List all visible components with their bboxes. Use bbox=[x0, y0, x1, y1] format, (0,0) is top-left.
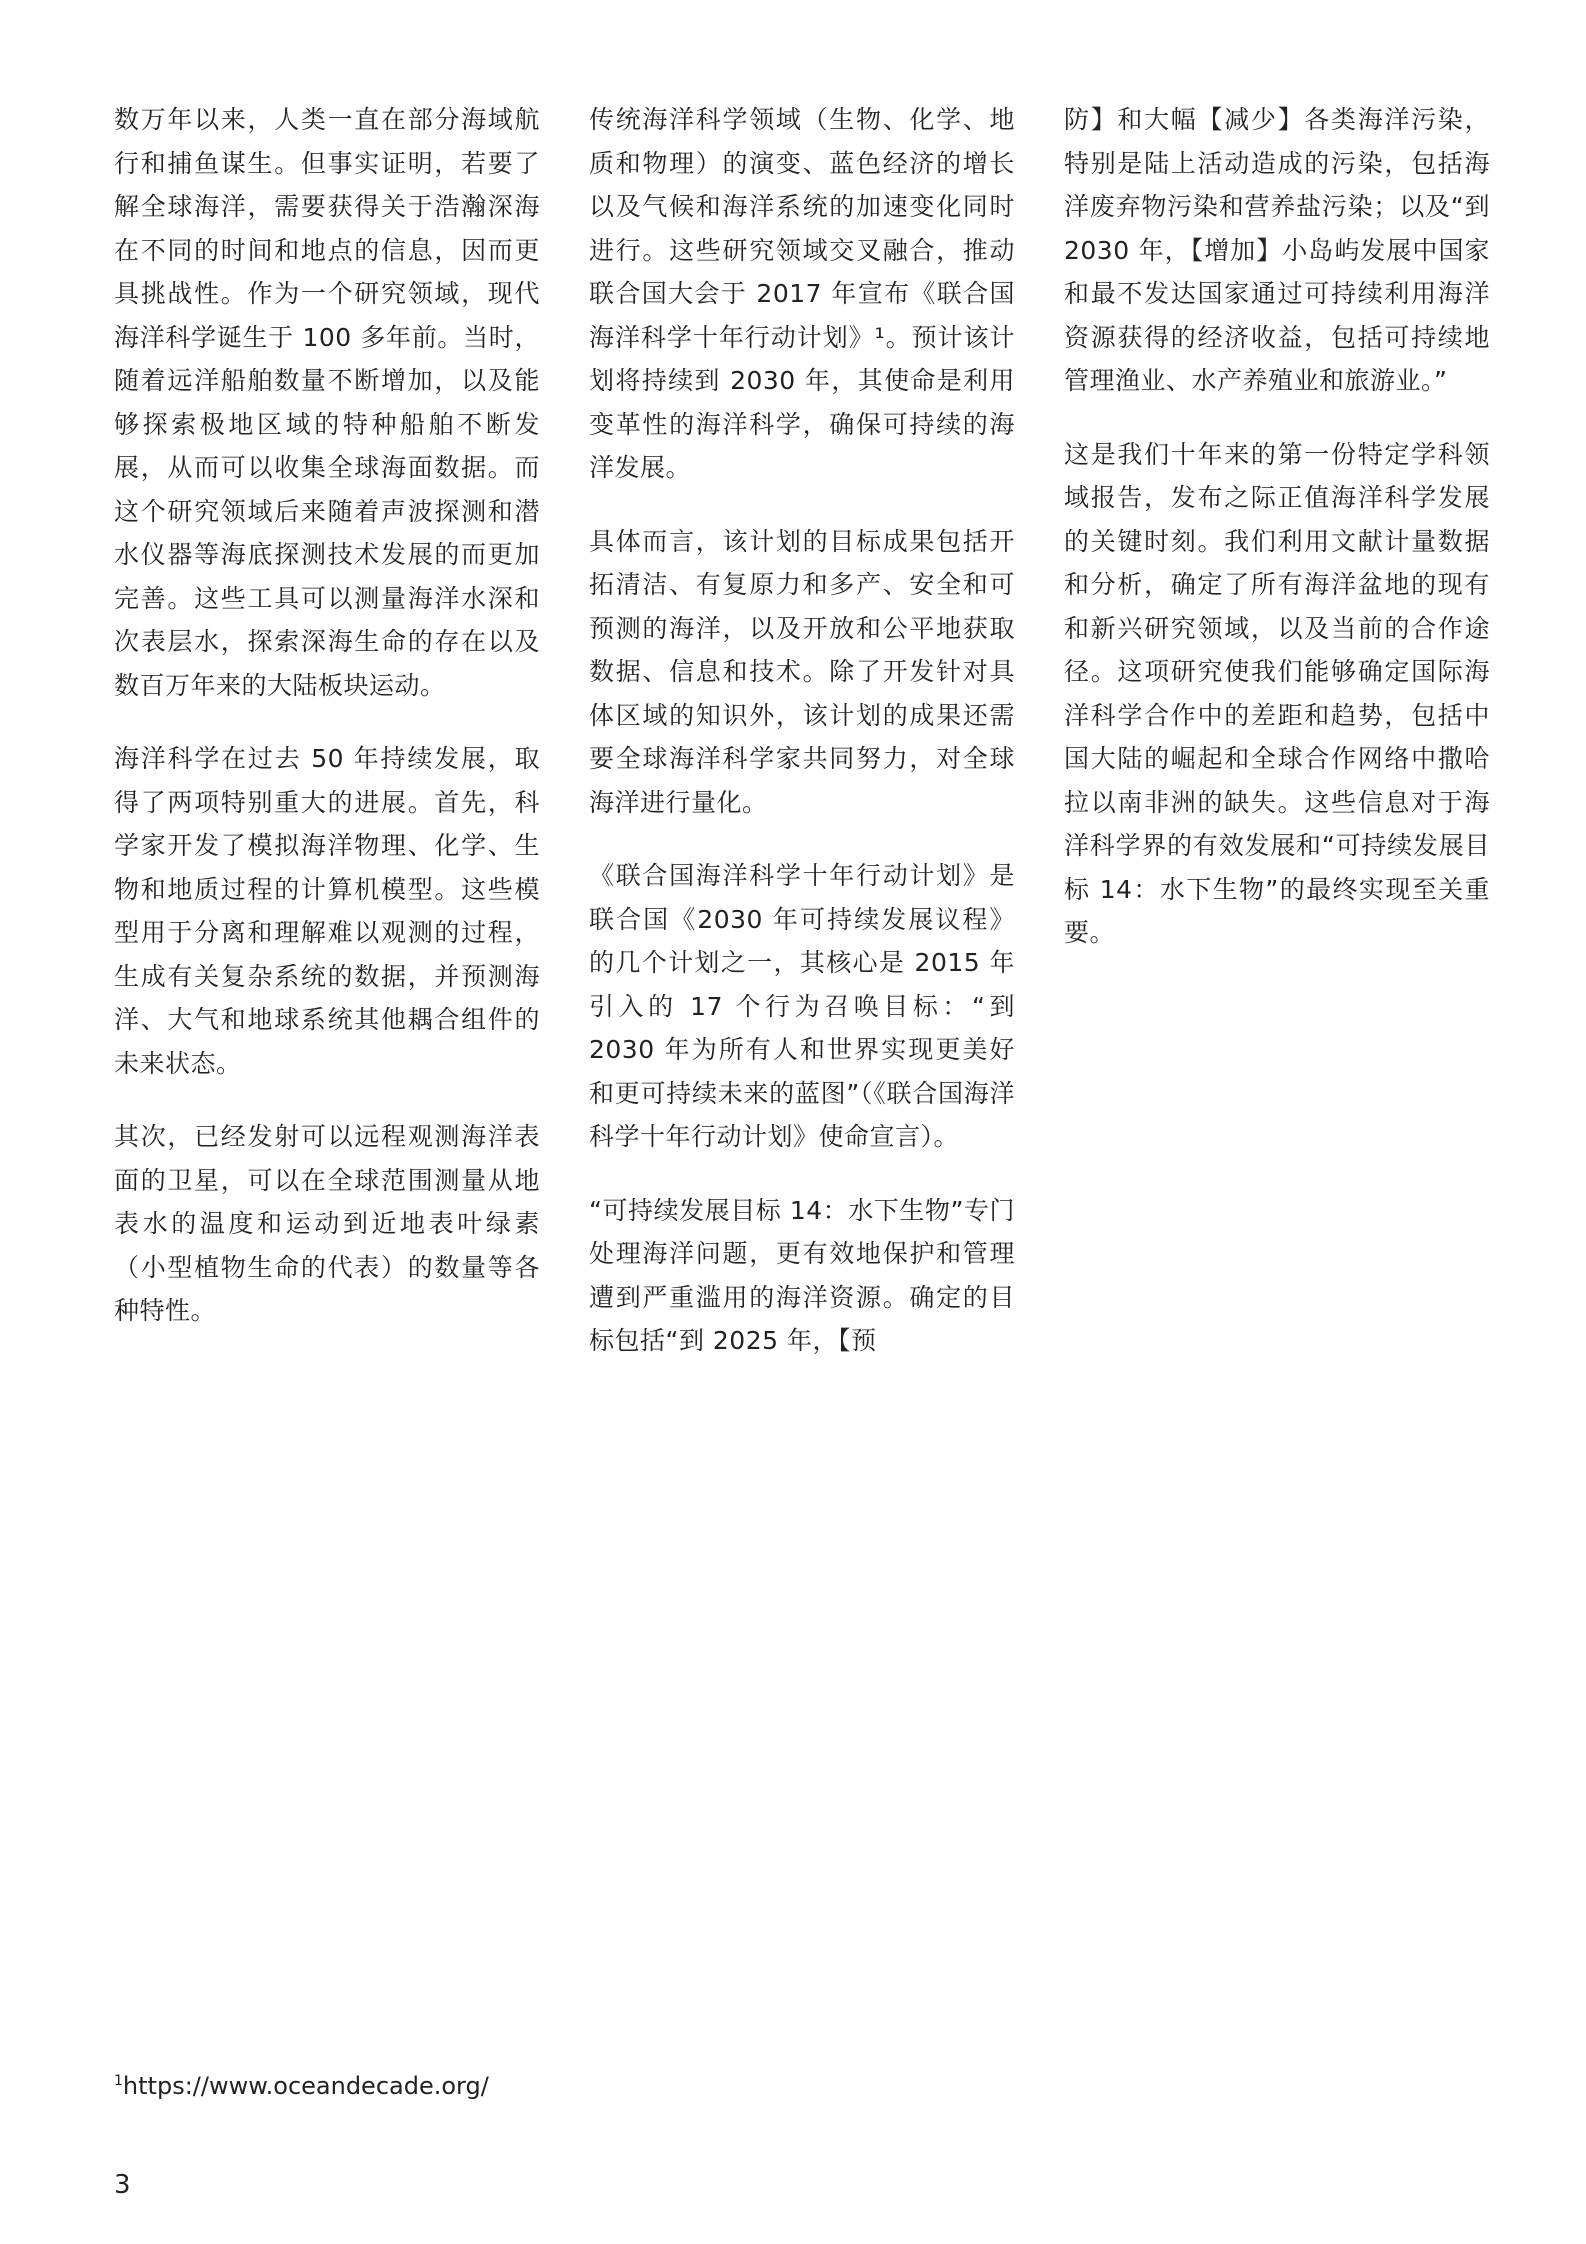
paragraph: 《联合国海洋科学十年行动计划》是联合国《2030 年可持续发展议程》的几个计划之一，其核心是 2015 年引入的 17 个行为召唤目标：“到 2030 年为所有人和世界实现更美好和更可持续未来的蓝图”（《联合国海洋科学十年行动计划》使命宣言）。 bbox=[589, 861, 1015, 1151]
text-column-3 bbox=[1064, 98, 1490, 985]
text-column-1 bbox=[114, 98, 540, 1363]
paragraph: 传统海洋科学领域（生物、化学、地质和物理）的演变、蓝色经济的增长以及气候和海洋系统的加速变化同时进行。这些研究领域交叉融合，推动联合国大会于 2017 年宣布《联合国海洋科学十年行动计划》¹。预计该计划将持续到 2030 年，其使命是利用变革性的海洋科学，确保可持续的海洋发展。 bbox=[589, 105, 1015, 482]
paragraph: 数万年以来，人类一直在部分海域航行和捕鱼谋生。但事实证明，若要了解全球海洋，需要获得关于浩瀚深海在不同的时间和地点的信息，因而更具挑战性。作为一个研究领域，现代海洋科学诞生于 100 多年前。当时，随着远洋船舶数量不断增加，以及能够探索极地区域的特种船舶不断发展，从而可以收集全球海面数据。而这个研究领域后来随着声波探测和潜水仪器等海底探测技术发展的而更加完善。这些工具可以测量海洋水深和次表层水，探索深海生命的存在以及数百万年来的大陆板块运动。 bbox=[114, 105, 540, 700]
footnote-link[interactable]: https://www.oceandecade.org/ bbox=[122, 2072, 489, 2100]
text-column-2 bbox=[589, 98, 1015, 1393]
page-number: 3 bbox=[114, 2170, 131, 2200]
paragraph: “可持续发展目标 14：水下生物”专门处理海洋问题，更有效地保护和管理遭到严重滥用的海洋资源。确定的目标包括“到 2025 年，【预 bbox=[589, 1195, 1015, 1355]
paragraph: 其次，已经发射可以远程观测海洋表面的卫星，可以在全球范围测量从地表水的温度和运动到近地表叶绿素（小型植物生命的代表）的数量等各种特性。 bbox=[114, 1122, 540, 1325]
paragraph: 防】和大幅【减少】各类海洋污染，特别是陆上活动造成的污染，包括海洋废弃物污染和营养盐污染；以及“到 2030 年，【增加】小岛屿发展中国家和最不发达国家通过可持续利用海洋资源获得的经济收益，包括可持续地管理渔业、水产养殖业和旅游业。” bbox=[1064, 105, 1490, 395]
paragraph: 海洋科学在过去 50 年持续发展，取得了两项特别重大的进展。首先，科学家开发了模拟海洋物理、化学、生物和地质过程的计算机模型。这些模型用于分离和理解难以观测的过程，生成有关复杂系统的数据，并预测海洋、大气和地球系统其他耦合组件的未来状态。 bbox=[114, 744, 540, 1078]
footnote bbox=[114, 2066, 489, 2101]
paragraph: 具体而言，该计划的目标成果包括开拓清洁、有复原力和多产、安全和可预测的海洋，以及开放和公平地获取数据、信息和技术。除了开发针对具体区域的知识外，该计划的成果还需要全球海洋科学家共同努力，对全球海洋进行量化。 bbox=[589, 526, 1015, 817]
paragraph: 这是我们十年来的第一份特定学科领域报告，发布之际正值海洋科学发展的关键时刻。我们利用文献计量数据和分析，确定了所有海洋盆地的现有和新兴研究领域，以及当前的合作途径。这项研究使我们能够确定国际海洋科学合作中的差距和趋势，包括中国大陆的崛起和全球合作网络中撒哈拉以南非洲的缺失。这些信息对于海洋科学界的有效发展和“可持续发展目标 14：水下生物”的最终实现至关重要。 bbox=[1064, 439, 1490, 947]
footnote-marker: 1 bbox=[114, 2073, 123, 2089]
